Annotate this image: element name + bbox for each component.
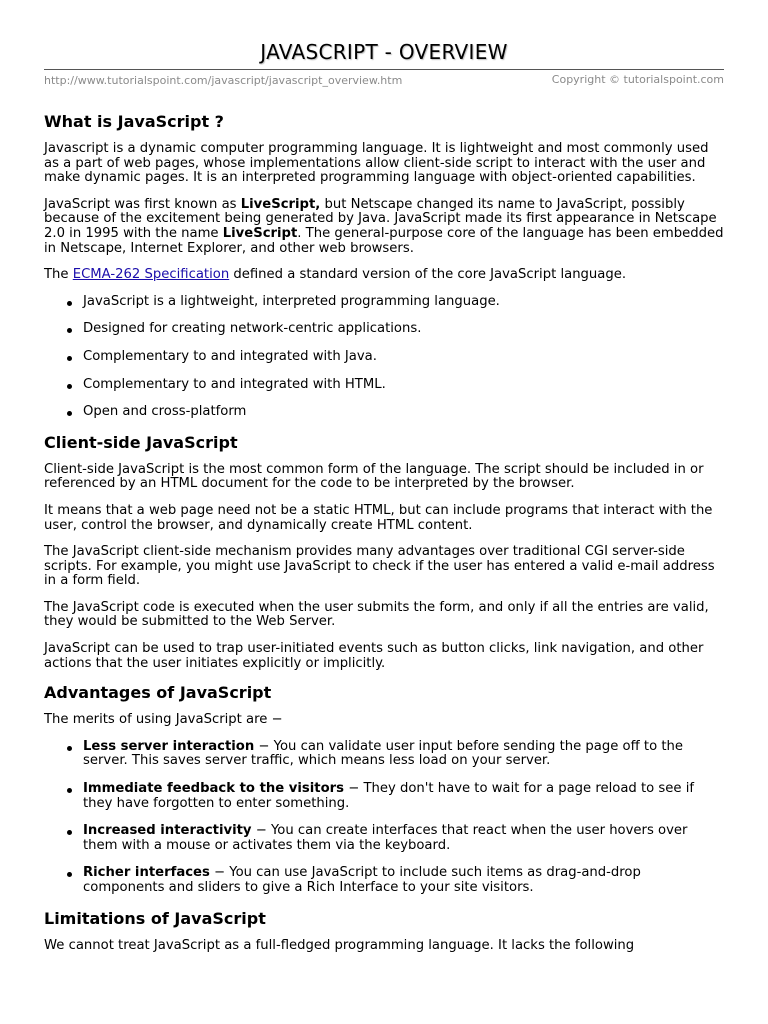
- text-span: . The general-purpose core of the language has been embedded in Netscape, Internet Explorer, and other web browsers.: [44, 225, 724, 256]
- limitations-paragraph-1: We cannot treat JavaScript as a full-fledged programming language. It lacks the following: [44, 937, 635, 953]
- text-span: defined a standard version of the core JavaScript language.: [229, 267, 627, 283]
- advantage-desc: − You can create interfaces that react when the user hovers over them with a mouse or activates them via the keyboard.: [83, 823, 688, 853]
- features-list: [44, 295, 724, 420]
- list-item: [83, 824, 724, 853]
- advantages-intro: The merits of using JavaScript are −: [44, 712, 283, 728]
- heading-limitations: Limitations of JavaScript: [44, 908, 266, 928]
- header-divider: [44, 69, 724, 70]
- advantage-term: Less server interaction: [83, 738, 255, 754]
- advantage-term: Increased interactivity: [83, 823, 252, 839]
- advantage-term: Richer interfaces: [83, 865, 210, 881]
- advantages-list: [44, 740, 724, 896]
- client-paragraph-1: Client-side JavaScript is the most common form of the language. The script should be included in or referenced by an HTML document for the code to be interpreted by the browser.: [44, 461, 704, 492]
- copyright-notice: Copyright © tutorialspoint.com: [551, 73, 724, 86]
- bold-livescript-2: LiveScript: [222, 225, 298, 241]
- list-item: Complementary to and integrated with HTML.: [83, 378, 724, 393]
- what-paragraph-2: [44, 198, 724, 256]
- bold-livescript-1: LiveScript,: [240, 196, 321, 212]
- advantage-desc: − They don't have to wait for a page reload to see if they have forgotten to enter something.: [83, 781, 695, 811]
- list-item: JavaScript is a lightweight, interpreted programming language.: [83, 295, 724, 310]
- heading-what-is-javascript: What is JavaScript ?: [44, 112, 224, 131]
- client-paragraph-3: The JavaScript client-side mechanism provides many advantages over traditional CGI server-side scripts. For example, you might use JavaScript to check if the user has entered a valid e-mail address in a form field.: [44, 544, 715, 589]
- text-span: but Netscape changed its name to JavaScript, possibly because of the excitement being generated by Java. JavaScript made its first appearance in Netscape 2.0 in 1995 with the name: [44, 196, 717, 241]
- what-paragraph-3: [44, 268, 724, 283]
- page-title: JAVASCRIPT - OVERVIEW: [260, 40, 508, 64]
- text-span: JavaScript was first known as: [44, 196, 241, 212]
- document-body: [44, 112, 724, 965]
- client-paragraph-4: The JavaScript code is executed when the user submits the form, and only if all the entries are valid, they would be submitted to the Web Server.: [44, 599, 709, 630]
- advantage-desc: − You can validate user input before sending the page off to the server. This saves server traffic, which means less load on your server.: [83, 738, 683, 769]
- what-paragraph-1: Javascript is a dynamic computer programming language. It is lightweight and most commonly used as a part of web pages, whose implementations allow client-side script to interact with the user and make dynamic pages. It is an interpreted programming language with object-oriented capabilities.: [44, 141, 709, 186]
- list-item: [83, 782, 724, 811]
- text-span: The: [44, 267, 73, 283]
- list-item: Open and cross-platform: [83, 405, 724, 420]
- list-item: Complementary to and integrated with Java.: [83, 350, 724, 365]
- list-item: [83, 740, 724, 769]
- heading-client-side: Client-side JavaScript: [44, 432, 238, 452]
- list-item: Designed for creating network-centric applications.: [83, 322, 724, 337]
- advantage-desc: − You can use JavaScript to include such items as drag-and-drop components and sliders to give a Rich Interface to your site visitors.: [83, 865, 641, 895]
- heading-advantages: Advantages of JavaScript: [44, 683, 272, 703]
- ecma-spec-link[interactable]: ECMA-262 Specification: [72, 267, 230, 283]
- advantage-term: Immediate feedback to the visitors: [83, 781, 345, 797]
- source-url: http://www.tutorialspoint.com/javascript/javascript_overview.htm: [44, 74, 403, 87]
- client-paragraph-5: JavaScript can be used to trap user-initiated events such as button clicks, link navigation, and other actions that the user initiates explicitly or implicitly.: [44, 641, 704, 671]
- list-item: [83, 866, 724, 895]
- client-paragraph-2: It means that a web page need not be a static HTML, but can include programs that interact with the user, control the browser, and dynamically create HTML content.: [44, 502, 713, 533]
